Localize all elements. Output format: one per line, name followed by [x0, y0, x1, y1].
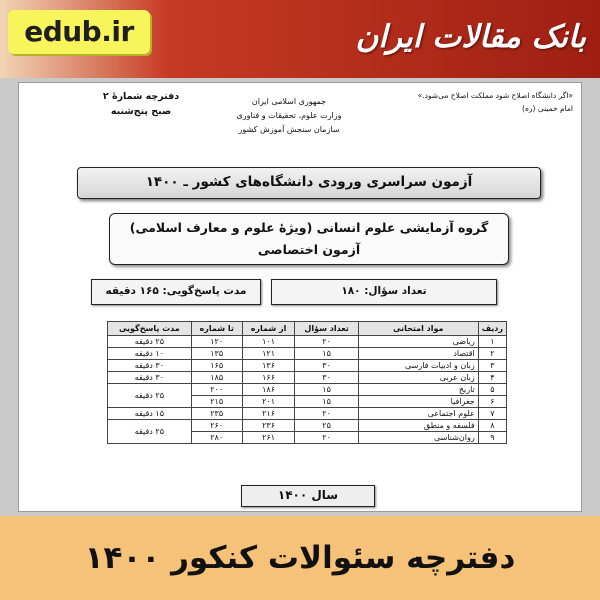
duration: ۲۵ دقیقه: [108, 336, 192, 348]
to-number: ۱۸۵: [191, 372, 242, 384]
year-box: سال ۱۴۰۰: [241, 485, 375, 507]
table-header: مدت پاسخ‌گویی: [108, 322, 192, 336]
table-header: تعداد سؤال: [295, 322, 358, 336]
table-row: [108, 348, 507, 360]
duration: ۲۵ دقیقه: [108, 420, 192, 444]
exam-type: آزمون اختصاصی: [257, 242, 361, 257]
from-number: ۱۲۱: [242, 348, 295, 360]
row-number: ۹: [478, 432, 506, 444]
exam-group-title: گروه آزمایشی علوم انسانی (ویژهٔ علوم و معارف اسلامی): [129, 220, 489, 235]
row-number: ۱: [478, 336, 506, 348]
table-row: [108, 360, 507, 372]
booklet-number: دفترچه شمارهٔ ۲: [102, 91, 180, 102]
row-number: ۲: [478, 348, 506, 360]
top-banner: [0, 0, 600, 78]
to-number: ۱۶۵: [191, 360, 242, 372]
booklet-number-block: [81, 89, 201, 119]
quote-text: «اگر دانشگاه اصلاح شود مملکت اصلاح می‌شود.»: [417, 91, 573, 100]
site-logo[interactable]: edub.ir: [8, 10, 150, 54]
to-number: ۲۱۵: [191, 396, 242, 408]
to-number: ۱۲۰: [191, 336, 242, 348]
subject-name: روان‌شناسی: [358, 432, 478, 444]
table-header: مواد امتحانی: [358, 322, 478, 336]
table-row: [108, 372, 507, 384]
subject-name: زبان عربی: [358, 372, 478, 384]
question-count: ۱۵: [295, 384, 358, 396]
ministry-block: [219, 95, 359, 137]
question-count: ۲۰: [295, 408, 358, 420]
row-number: ۵: [478, 384, 506, 396]
duration: ۲۵ دقیقه: [108, 384, 192, 408]
brand-title: بانک مقالات ایران: [355, 19, 586, 55]
duration: ۳۰ دقیقه: [108, 372, 192, 384]
question-count: ۲۰: [295, 336, 358, 348]
to-number: ۲۸۰: [191, 432, 242, 444]
from-number: ۱۶۶: [242, 372, 295, 384]
subject-name: ریاضی: [358, 336, 478, 348]
subject-name: زبان و ادبیات فارسی: [358, 360, 478, 372]
question-count: ۲۰: [295, 432, 358, 444]
row-number: ۷: [478, 408, 506, 420]
from-number: ۱۰۱: [242, 336, 295, 348]
question-count: ۳۰: [295, 360, 358, 372]
from-number: ۱۸۶: [242, 384, 295, 396]
to-number: ۱۳۵: [191, 348, 242, 360]
question-count: ۳۰: [295, 372, 358, 384]
country-name: جمهوری اسلامی ایران: [251, 97, 327, 106]
answer-time-box: مدت پاسخ‌گویی: ۱۶۵ دقیقه: [91, 279, 261, 305]
to-number: ۲۰۰: [191, 384, 242, 396]
table-row: [108, 408, 507, 420]
duration: ۱۵ دقیقه: [108, 408, 192, 420]
question-count: ۲۵: [295, 420, 358, 432]
table-header: ردیف: [478, 322, 506, 336]
subject-name: جغرافیا: [358, 396, 478, 408]
session-label: صبح پنج‌شنبه: [110, 106, 172, 117]
duration: ۱۰ دقیقه: [108, 348, 192, 360]
booklet-title: دفترچه سئوالات کنکور ۱۴۰۰: [84, 540, 516, 576]
from-number: ۲۳۶: [242, 420, 295, 432]
quote-author: امام خمینی (ره): [522, 104, 573, 113]
document-frame: [0, 78, 600, 516]
to-number: ۲۳۵: [191, 408, 242, 420]
row-number: ۸: [478, 420, 506, 432]
subject-name: علوم اجتماعی: [358, 408, 478, 420]
table-row: [108, 384, 507, 396]
ministry-name: وزارت علوم، تحقیقات و فناوری: [236, 111, 342, 120]
subject-name: اقتصاد: [358, 348, 478, 360]
bottom-banner: [0, 516, 600, 600]
question-count: ۱۵: [295, 348, 358, 360]
from-number: ۲۱۶: [242, 408, 295, 420]
question-count-box: تعداد سؤال: ۱۸۰: [271, 279, 497, 305]
subject-name: فلسفه و منطق: [358, 420, 478, 432]
row-number: ۶: [478, 396, 506, 408]
from-number: ۲۰۱: [242, 396, 295, 408]
table-header: تا شماره: [191, 322, 242, 336]
question-count: ۱۵: [295, 396, 358, 408]
from-number: ۲۶۱: [242, 432, 295, 444]
subject-name: تاریخ: [358, 384, 478, 396]
exam-title: آزمون سراسری ورودی دانشگاه‌های کشور ـ ۱۴۰۰: [77, 167, 541, 199]
exam-group-box: [109, 213, 509, 265]
duration: ۳۰ دقیقه: [108, 360, 192, 372]
organization-name: سازمان سنجش آموزش کشور: [238, 125, 340, 134]
row-number: ۳: [478, 360, 506, 372]
quote-block: [383, 89, 573, 115]
exam-booklet-cover: [18, 82, 582, 512]
to-number: ۲۶۰: [191, 420, 242, 432]
subjects-table: [107, 321, 507, 444]
table-header: از شماره: [242, 322, 295, 336]
table-row: [108, 420, 507, 432]
row-number: ۴: [478, 372, 506, 384]
from-number: ۱۳۶: [242, 360, 295, 372]
table-header-row: [108, 322, 507, 336]
table-row: [108, 336, 507, 348]
